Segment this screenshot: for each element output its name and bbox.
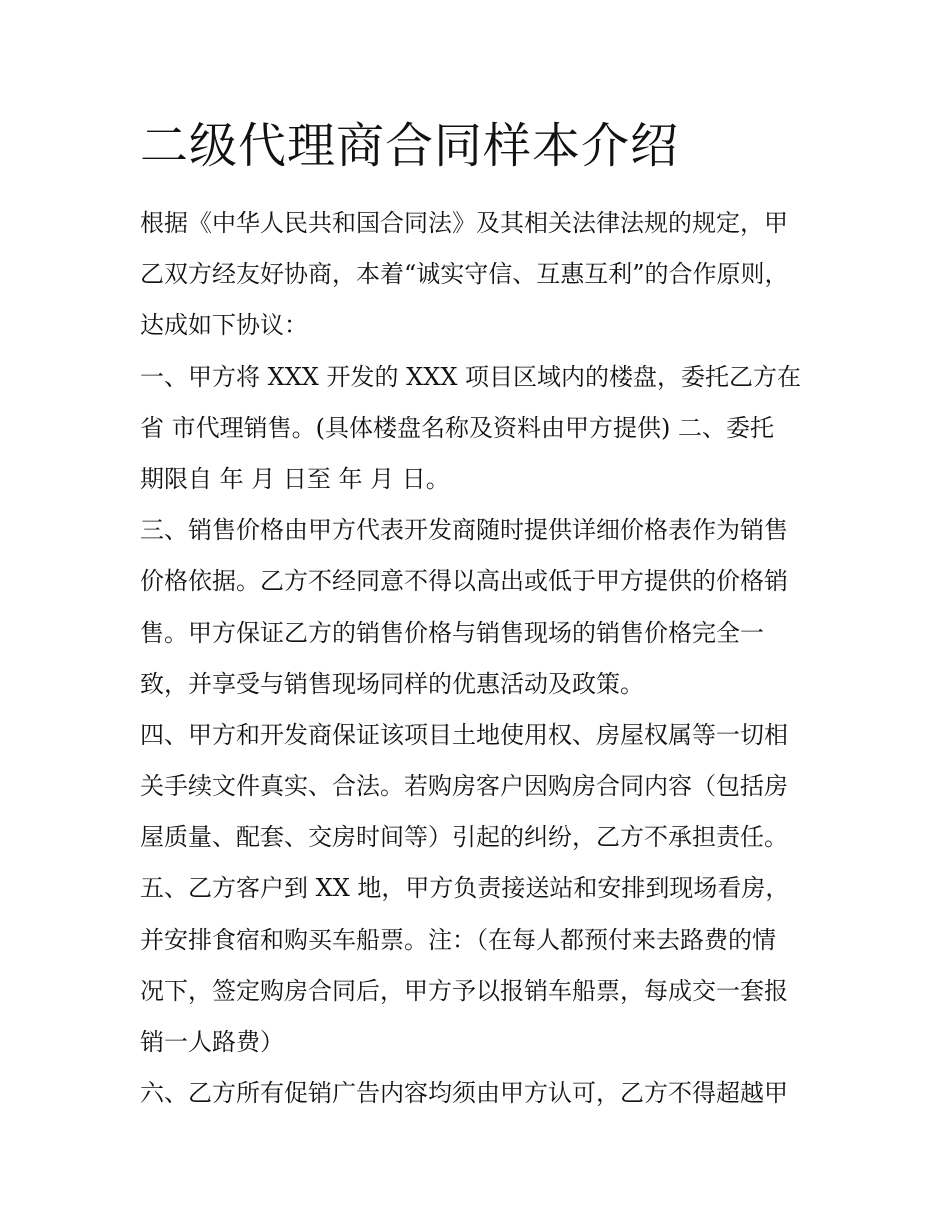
body-line: 销一人路费） <box>140 1028 284 1056</box>
body-line: 达成如下协议： <box>140 311 308 340</box>
body-line: 关手续文件真实、合法。若购房客户因购房合同内容（包括房 <box>140 772 788 801</box>
body-line: 根据《中华人民共和国合同法》及其相关法律法规的规定，甲 <box>140 209 788 237</box>
body-line: 价格依据。乙方不经同意不得以高出或低于甲方提供的价格销 <box>140 567 788 596</box>
body-line: 乙双方经友好协商，本着“诚实守信、互惠互利”的合作原则， <box>140 260 789 289</box>
body-line: 一、甲方将 XXX 开发的 XXX 项目区域内的楼盘，委托乙方在 <box>140 362 802 391</box>
body-line: 况下，签定购房合同后，甲方予以报销车船票，每成交一套报 <box>140 976 788 1005</box>
body-line: 四、甲方和开发商保证该项目土地使用权、房屋权属等一切相 <box>140 720 788 749</box>
document-title: 二级代理商合同样本介绍 <box>140 118 680 174</box>
body-line: 五、乙方客户到 XX 地，甲方负责接送站和安排到现场看房， <box>140 874 790 903</box>
body-line: 售。甲方保证乙方的销售价格与销售现场的销售价格完全一 <box>140 618 764 647</box>
body-line: 六、乙方所有促销广告内容均须由甲方认可，乙方不得超越甲 <box>140 1079 788 1108</box>
body-line: 省 市代理销售。(具体楼盘名称及资料由甲方提供) 二、委托 <box>140 413 774 442</box>
body-line: 期限自 年 月 日至 年 月 日。 <box>140 464 450 493</box>
body-line: 屋质量、配套、交房时间等）引起的纠纷，乙方不承担责任。 <box>140 823 788 852</box>
body-line: 致，并享受与销售现场同样的优惠活动及政策。 <box>140 669 644 698</box>
body-line: 三、销售价格由甲方代表开发商随时提供详细价格表作为销售 <box>140 516 788 545</box>
body-line: 并安排食宿和购买车船票。注：（在每人都预付来去路费的情 <box>140 925 776 954</box>
document-body <box>140 198 820 1119</box>
